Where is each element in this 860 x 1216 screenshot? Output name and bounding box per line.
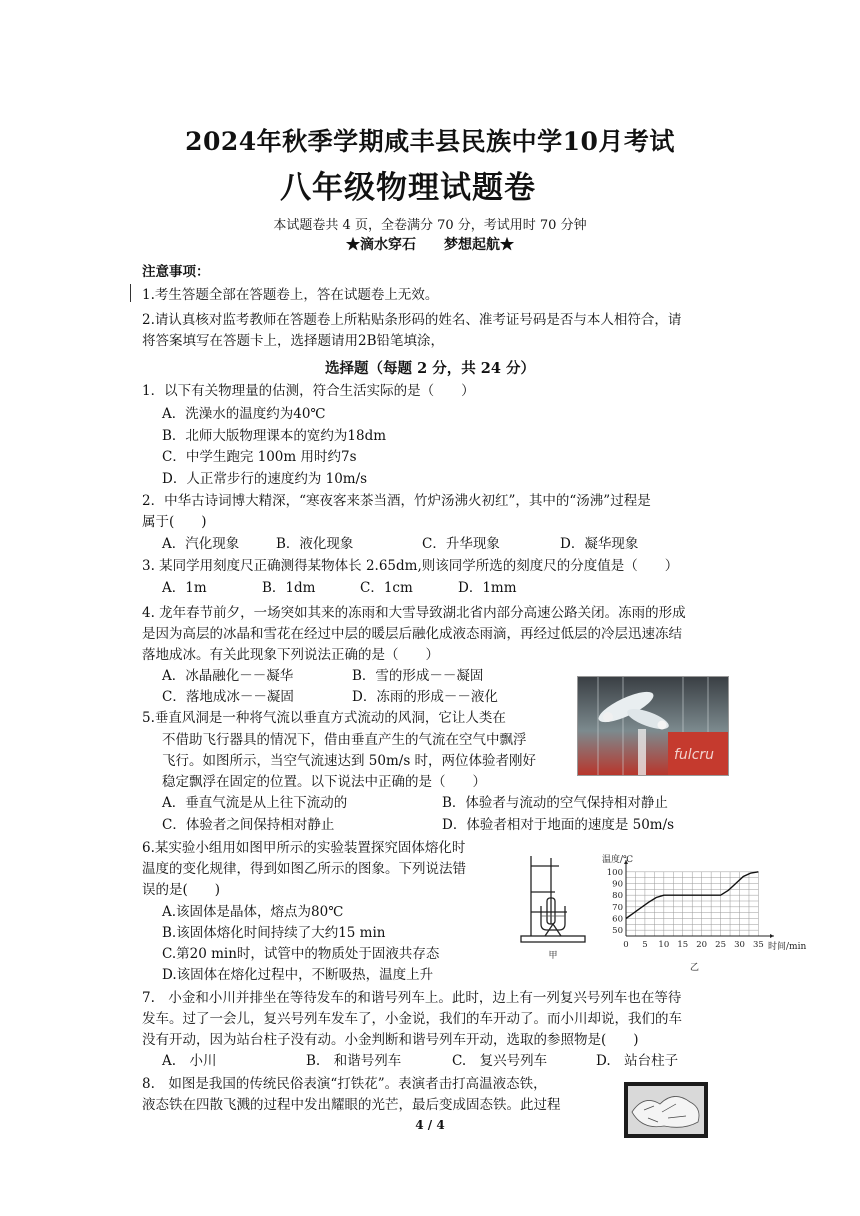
q7-option-c: C. 复兴号列车	[452, 1053, 548, 1069]
q5-option-a: A．垂直气流是从上往下流动的	[162, 795, 348, 811]
text-cursor	[130, 284, 131, 302]
slogan: ★滴水穿石 梦想起航★	[346, 237, 514, 253]
chart-y-tick-label: 80	[612, 891, 623, 902]
chart-x-axis-label: 时间/min	[768, 942, 807, 952]
q4-stem-cont-2: 落地成冰。有关此现象下列说法正确的是（ ）	[142, 647, 439, 663]
page-number: 4 / 4	[415, 1118, 445, 1132]
q6-stem: 6.某实验小组用如图甲所示的实验装置探究固体熔化时	[142, 840, 466, 856]
chart-y-axis-label: 温度/℃	[602, 855, 634, 865]
q2-stem-cont: 属于( )	[142, 514, 207, 530]
q3-option-a: A．1m	[162, 580, 207, 596]
chart-x-tick-label: 0	[623, 940, 629, 950]
chart-x-tick-label: 25	[715, 940, 727, 950]
q4-option-c: C．落地成冰－－凝固	[162, 689, 294, 705]
chart-x-tick-label: 5	[642, 940, 648, 950]
q1-option-c: C．中学生跑完 100m 用时约7s	[162, 449, 357, 465]
chart-x-tick-label: 20	[696, 940, 708, 950]
q5-stem: 5.垂直风洞是一种将气流以垂直方式流动的风洞，它让人类在	[142, 710, 506, 726]
q7-stem-cont-1: 发车。过了一会儿，复兴号列车发车了，小金说，我们的车开动了。而小川却说，我们的车	[142, 1011, 682, 1027]
q6-option-b: B.该固体熔化时间持续了大约15 min	[162, 925, 386, 941]
section-title: 选择题（每题 2 分，共 24 分）	[325, 360, 535, 377]
q7-option-b: B. 和谐号列车	[306, 1053, 402, 1069]
q1-stem: 1．以下有关物理量的估测，符合生活实际的是（ ）	[142, 383, 475, 399]
melting-apparatus-figure	[515, 852, 595, 964]
q2-option-d: D．凝华现象	[560, 536, 639, 552]
notes-item-1: 1.考生答题全部在答题卷上，答在试题卷上无效。	[142, 287, 439, 303]
q6-option-a: A.该固体是晶体，熔点为80℃	[162, 904, 344, 920]
notes-item-2-cont: 将答案填写在答题卡上，选择题请用2B铅笔填涂，	[142, 333, 445, 349]
q8-stem-cont: 液态铁在四散飞溅的过程中发出耀眼的光芒，最后变成固态铁。此过程	[142, 1097, 561, 1113]
chart-y-tick-label: 70	[612, 902, 623, 913]
q1-option-d: D．人正常步行的速度约为 10m/s	[162, 471, 368, 487]
paper-title: 八年级物理试题卷	[280, 170, 536, 206]
q3-option-d: D．1mm	[458, 580, 517, 596]
q6-option-c: C.第20 min时，试管中的物质处于固液共存态	[162, 946, 440, 962]
figure-yi-label: 乙	[690, 963, 700, 973]
q3-option-b: B．1dm	[262, 580, 316, 596]
figure-jia-label: 甲	[548, 951, 558, 961]
q7-stem-cont-2: 没有开动，因为站台柱子没有动。小金判断和谐号列车开动，选取的参照物是( )	[142, 1032, 639, 1048]
q8-stem: 8. 如图是我国的传统民俗表演“打铁花”。表演者击打高温液态铁，	[142, 1076, 547, 1092]
chart-y-tick-label: 100	[606, 867, 623, 878]
q5-option-c: C．体验者之间保持相对静止	[162, 817, 335, 833]
wind-tunnel-photo	[577, 676, 729, 776]
school-title: 2024年秋季学期咸丰县民族中学10月考试	[185, 127, 675, 156]
chart-x-tick-label: 10	[658, 940, 670, 950]
q2-stem: 2．中华古诗词博大精深，“寒夜客来茶当酒，竹炉汤沸火初红”，其中的“汤沸”过程是	[142, 493, 651, 509]
q2-option-b: B．液化现象	[276, 536, 354, 552]
chart-y-tick-label: 60	[612, 914, 623, 925]
q4-option-a: A．冰晶融化－－凝华	[162, 668, 294, 684]
svg-text:fulcru: fulcru	[674, 747, 715, 763]
q3-stem: 3. 某同学用刻度尺正确测得某物体长 2.65dm,则该同学所选的刻度尺的分度值是（ ）	[142, 558, 679, 574]
q7-option-d: D. 站台柱子	[596, 1053, 679, 1069]
q4-stem: 4. 龙年春节前夕，一场突如其来的冻雨和大雪导致湖北省内部分高速公路关闭。冻雨的形成	[142, 605, 686, 621]
melting-temperature-chart	[598, 852, 813, 977]
chart-x-arrow	[770, 934, 774, 938]
q3-option-c: C．1cm	[360, 580, 413, 596]
exam-info: 本试题卷共 4 页，全卷满分 70 分，考试用时 70 分钟	[273, 218, 587, 233]
q1-option-a: A．洗澡水的温度约为40℃	[162, 406, 326, 422]
q4-stem-cont-1: 是因为高层的冰晶和雪花在经过中层的暖层后融化成液态雨滴，再经过低层的冷层迅速冻结	[142, 626, 682, 642]
chart-x-tick-label: 35	[753, 940, 764, 950]
chart-y-tick-label: 50	[612, 926, 623, 937]
chart-y-tick-label: 90	[612, 879, 623, 890]
q2-option-c: C．升华现象	[422, 536, 500, 552]
q1-option-b: B．北师大版物理课本的宽约为18dm	[162, 428, 387, 444]
q4-option-b: B．雪的形成－－凝固	[352, 668, 484, 684]
chart-x-tick-label: 15	[677, 940, 689, 950]
q5-stem-cont-1: 不借助飞行器具的情况下，借由垂直产生的气流在空气中飘浮	[162, 732, 527, 748]
q7-option-a: A. 小川	[162, 1053, 217, 1069]
q5-option-d: D．体验者相对于地面的速度是 50m/s	[442, 817, 675, 833]
q5-option-b: B．体验者与流动的空气保持相对静止	[442, 795, 668, 811]
notes-heading: 注意事项：	[142, 264, 210, 280]
q4-option-d: D．冻雨的形成－－液化	[352, 689, 498, 705]
q6-option-d: D.该固体在熔化过程中，不断吸热，温度上升	[162, 967, 434, 983]
q6-stem-cont-1: 温度的变化规律，得到如图乙所示的图象。下列说法错	[142, 861, 466, 877]
q5-stem-cont-3: 稳定飘浮在固定的位置。以下说法中正确的是（ ）	[162, 774, 486, 790]
q6-stem-cont-2: 误的是( )	[142, 882, 221, 898]
q7-stem: 7. 小金和小川并排坐在等待发车的和谐号列车上。此时，边上有一列复兴号列车也在等待	[142, 990, 682, 1006]
chart-x-tick-label: 30	[734, 940, 745, 950]
notes-item-2: 2.请认真核对监考教师在答题卷上所粘贴条形码的姓名、准考证号码是否与本人相符合，请	[142, 312, 682, 328]
q5-stem-cont-2: 飞行。如图所示，当空气流速达到 50m/s 时，两位体验者刚好	[162, 753, 537, 769]
q2-option-a: A．汽化现象	[162, 536, 240, 552]
